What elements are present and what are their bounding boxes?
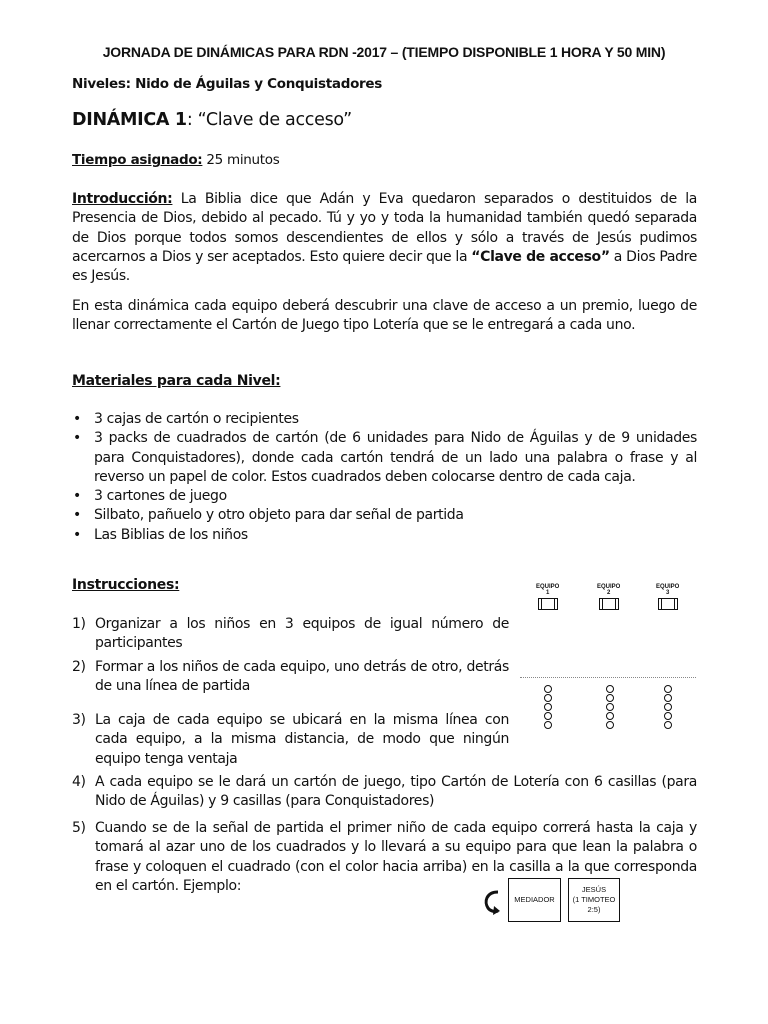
team-box	[599, 598, 619, 610]
dynamic-name: “Clave de acceso”	[197, 110, 352, 130]
child-marker	[664, 721, 672, 729]
team-word: EQUIPO	[656, 584, 680, 590]
child-marker	[544, 712, 552, 720]
child-marker	[606, 721, 614, 729]
child-marker	[664, 694, 672, 702]
list-item: • Las Biblias de los niños	[72, 526, 697, 545]
team-box	[658, 598, 678, 610]
intro-text-bold: “Clave de acceso”	[471, 248, 610, 265]
step-number: 1)	[72, 616, 86, 632]
materials-heading	[72, 373, 280, 389]
step-number: 4)	[72, 774, 86, 790]
team-word: EQUIPO	[536, 584, 560, 590]
instruction-step	[72, 773, 697, 812]
child-marker	[606, 703, 614, 711]
child-marker	[544, 694, 552, 702]
time-label: Tiempo asignado:	[72, 152, 203, 168]
child-marker	[664, 703, 672, 711]
intro2-paragraph: En esta dinámica cada equipo deberá descubrir una clave de acceso a un premio, luego de llenar correctamente el Cartón de Juego tipo Lotería que se le entregará a cada uno.	[72, 298, 697, 334]
list-item: • Silbato, pañuelo y otro objeto para dar señal de partida	[72, 506, 697, 525]
child-marker	[544, 721, 552, 729]
child-marker	[664, 712, 672, 720]
child-marker	[606, 685, 614, 693]
example-card-text: 2:5)	[587, 905, 601, 914]
step-number: 3)	[72, 712, 86, 728]
intro-label: Introducción:	[72, 191, 173, 207]
team-number: 1	[546, 590, 550, 596]
return-arrow-icon	[480, 888, 504, 918]
list-item: • 3 packs de cuadrados de cartón (de 6 unidades para Nido de Águilas y de 9 unidades para Conquistadores), donde cada cartón tendrá de un lado una palabra o frase y al reverso un papel de color. Estos cuadrados deben colocarse dentro de cada caja.	[72, 429, 697, 487]
step-text: Formar a los niños de cada equipo, uno detrás de otro, detrás de una línea de partida	[95, 659, 509, 695]
step-text: A cada equipo se le dará un cartón de juego, tipo Cartón de Lotería con 6 casillas (para Nido de Águilas) y 9 casillas (para Conquistadores)	[95, 774, 697, 810]
step-number: 5)	[72, 820, 86, 836]
team-box	[538, 598, 558, 610]
time-value: 25 minutos	[202, 152, 280, 168]
example-card-text: MEDIADOR	[514, 895, 555, 904]
team-word: EQUIPO	[597, 584, 621, 590]
example-card-text: (1 TIMOTEO	[572, 895, 616, 904]
dynamic-heading	[72, 110, 352, 130]
time-line	[72, 152, 279, 168]
team-number: 2	[607, 590, 611, 596]
step-text: Cuando se de la señal de partida el primer niño de cada equipo correrá hasta la caja y tomará al azar uno de los cuadrados y lo llevará a su equipo para que lean la palabra o frase y coloquen el cuadrado (con el color hacia arriba) en la casilla a la que corresponda en el cartón. Ejemplo:	[95, 820, 697, 894]
child-marker	[606, 694, 614, 702]
list-item: • 3 cartones de juego	[72, 487, 697, 506]
intro-text-a: La Biblia dice que Adán y Eva quedaron separados o destituidos de la Presencia de Dios, debido al pecado. Tú y yo y toda la humanidad también quedó separada de Dios porque todos somos descendientes de ellos y sólo a través de Jesús pudimos acercarnos a Dios y ser aceptados. Esto quiere decir que la	[72, 191, 697, 265]
instruction-step	[72, 615, 509, 654]
instruction-step	[72, 711, 509, 769]
team-number: 3	[666, 590, 670, 596]
example-card-jesus	[568, 878, 620, 922]
child-marker	[544, 703, 552, 711]
example-card-text: JESÚS	[581, 885, 607, 894]
instructions-heading-text: Instrucciones:	[72, 577, 180, 593]
instruction-step	[72, 658, 509, 697]
intro-paragraph	[72, 190, 697, 286]
start-line	[520, 677, 696, 678]
child-marker	[544, 685, 552, 693]
document-title: JORNADA DE DINÁMICAS PARA RDN -2017 – (TIEMPO DISPONIBLE 1 HORA Y 50 MIN)	[102, 44, 666, 60]
child-marker	[664, 685, 672, 693]
dynamic-sep: :	[186, 110, 198, 130]
step-text: La caja de cada equipo se ubicará en la misma línea con cada equipo, a la misma distancia, de modo que ningún equipo tenga ventaja	[95, 712, 509, 767]
instructions-heading	[72, 577, 179, 593]
intro-text-b: a Dios Padre es Jesús.	[72, 248, 697, 285]
step-text: Organizar a los niños en 3 equipos de igual número de participantes	[95, 616, 509, 652]
child-marker	[606, 712, 614, 720]
materials-list	[72, 410, 697, 545]
levels-line: Niveles: Nido de Águilas y Conquistadores	[72, 76, 382, 92]
dynamic-label: DINÁMICA 1	[72, 110, 187, 130]
example-card-mediador	[508, 878, 561, 922]
list-item: • 3 cajas de cartón o recipientes	[72, 410, 697, 429]
materials-heading-text: Materiales para cada Nivel:	[72, 373, 281, 389]
step-number: 2)	[72, 659, 86, 675]
